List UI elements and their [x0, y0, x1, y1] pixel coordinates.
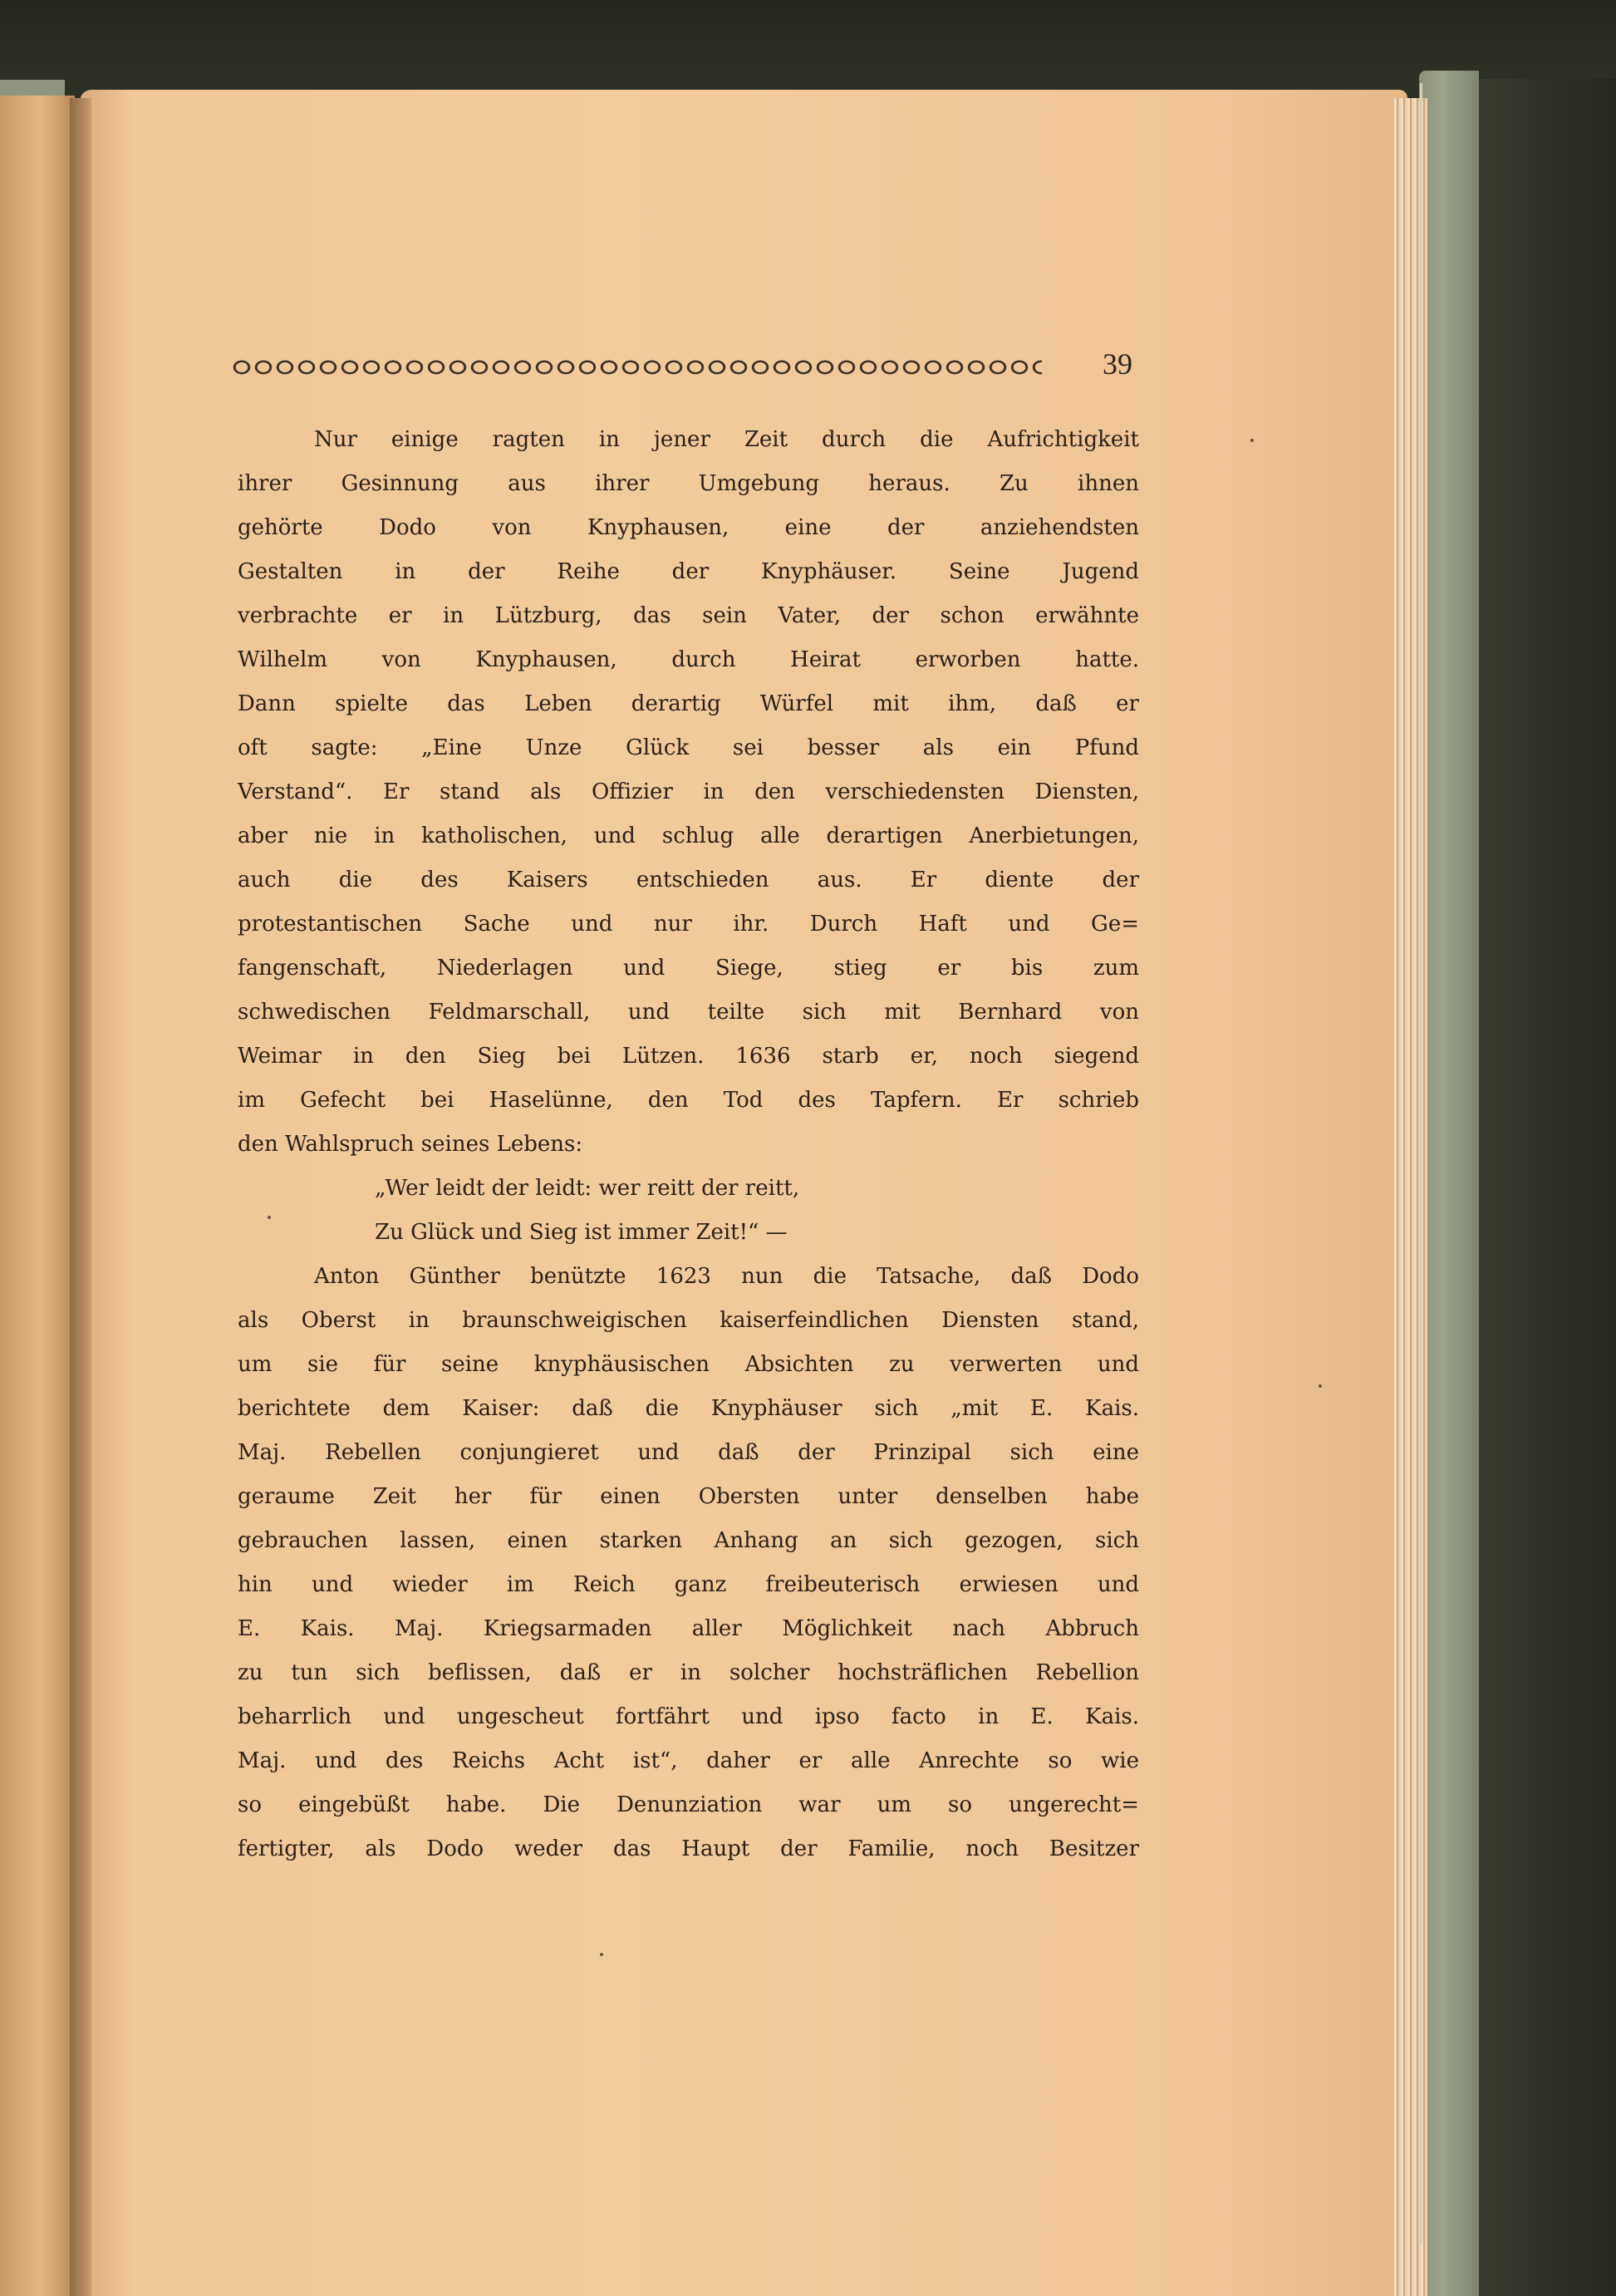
book-cover-board — [1419, 71, 1479, 2296]
verse-line: Zu Glück und Sieg ist immer Zeit!“ — — [375, 1220, 788, 1245]
text-line: hin und wieder im Reich ganz freibeuterisch erwiesen und — [238, 1572, 1139, 1597]
text-line: verbrachte er in Lützburg, das sein Vater, der schon erwähnte — [238, 603, 1139, 628]
page-gutter — [70, 98, 91, 2296]
text-line: Weimar in den Sieg bei Lützen. 1636 starb er, noch siegend — [238, 1044, 1139, 1069]
text-line: protestantischen Sache und nur ihr. Durch Haft und Ge= — [238, 912, 1139, 937]
text-line: fangenschaft, Niederlagen und Siege, stieg er bis zum — [238, 956, 1139, 981]
page-edge-line — [1420, 83, 1422, 2244]
facing-page-edge — [0, 96, 75, 2296]
page-edges — [1394, 98, 1427, 2296]
paper-speck — [600, 1953, 603, 1956]
text-line: Maj. Rebellen conjungieret und daß der Prinzipal sich eine — [238, 1440, 1139, 1465]
paper-speck — [1319, 1384, 1322, 1388]
text-line: berichtete dem Kaiser: daß die Knyphäuser sich „mit E. Kais. — [238, 1396, 1139, 1421]
text-line: auch die des Kaisers entschieden aus. Er diente der — [238, 868, 1139, 892]
text-line: als Oberst in braunschweigischen kaiserfeindlichen Diensten stand, — [238, 1308, 1139, 1333]
text-line: Maj. und des Reichs Acht ist“, daher er alle Anrechte so wie — [238, 1748, 1139, 1773]
text-line: geraume Zeit her für einen Obersten unter denselben habe — [238, 1484, 1139, 1509]
text-line: beharrlich und ungescheut fortfährt und ipso facto in E. Kais. — [238, 1704, 1139, 1729]
text-line: im Gefecht bei Haselünne, den Tod des Tapfern. Er schrieb — [238, 1088, 1139, 1113]
text-line: Dann spielte das Leben derartig Würfel mit ihm, daß er — [238, 691, 1139, 716]
background-top — [0, 0, 1616, 75]
text-line: Gestalten in der Reihe der Knyphäuser. Seine Jugend — [238, 559, 1139, 584]
text-line: schwedischen Feldmarschall, und teilte sich mit Bernhard von — [238, 1000, 1139, 1025]
text-line: E. Kais. Maj. Kriegsarmaden aller Möglichkeit nach Abbruch — [238, 1616, 1139, 1641]
text-line: den Wahlspruch seines Lebens: — [238, 1132, 583, 1157]
text-line: fertigter, als Dodo weder das Haupt der Familie, noch Besitzer — [238, 1836, 1139, 1861]
page-number: 39 — [1103, 347, 1132, 381]
paper-speck — [268, 1216, 271, 1219]
text-line: Anton Günther benützte 1623 nun die Tatsache, daß Dodo — [314, 1264, 1139, 1289]
text-line: Verstand“. Er stand als Offizier in den verschiedensten Diensten, — [238, 779, 1139, 804]
text-line: aber nie in katholischen, und schlug alle derartigen Anerbietungen, — [238, 824, 1139, 848]
text-line: Nur einige ragten in jener Zeit durch die Aufrichtigkeit — [314, 427, 1139, 452]
verse-line: „Wer leidt der leidt: wer reitt der reitt, — [375, 1176, 800, 1201]
text-line: gehörte Dodo von Knyphausen, eine der anziehendsten — [238, 515, 1139, 540]
text-line: zu tun sich beflissen, daß er in solcher hochsträflichen Rebellion — [238, 1660, 1139, 1685]
text-line: um sie für seine knyphäusischen Absichten zu verwerten und — [238, 1352, 1139, 1377]
paper-speck — [1250, 439, 1254, 442]
ring-ornament — [231, 357, 1042, 377]
running-head — [231, 341, 1132, 391]
book-cover-side — [1471, 79, 1616, 2296]
text-line: so eingebüßt habe. Die Denunziation war um so ungerecht= — [238, 1792, 1139, 1817]
text-line: gebrauchen lassen, einen starken Anhang an sich gezogen, sich — [238, 1528, 1139, 1553]
text-line: Wilhelm von Knyphausen, durch Heirat erworben hatte. — [238, 647, 1139, 672]
text-line: ihrer Gesinnung aus ihrer Umgebung heraus. Zu ihnen — [238, 471, 1139, 496]
text-line: oft sagte: „Eine Unze Glück sei besser als ein Pfund — [238, 735, 1139, 760]
